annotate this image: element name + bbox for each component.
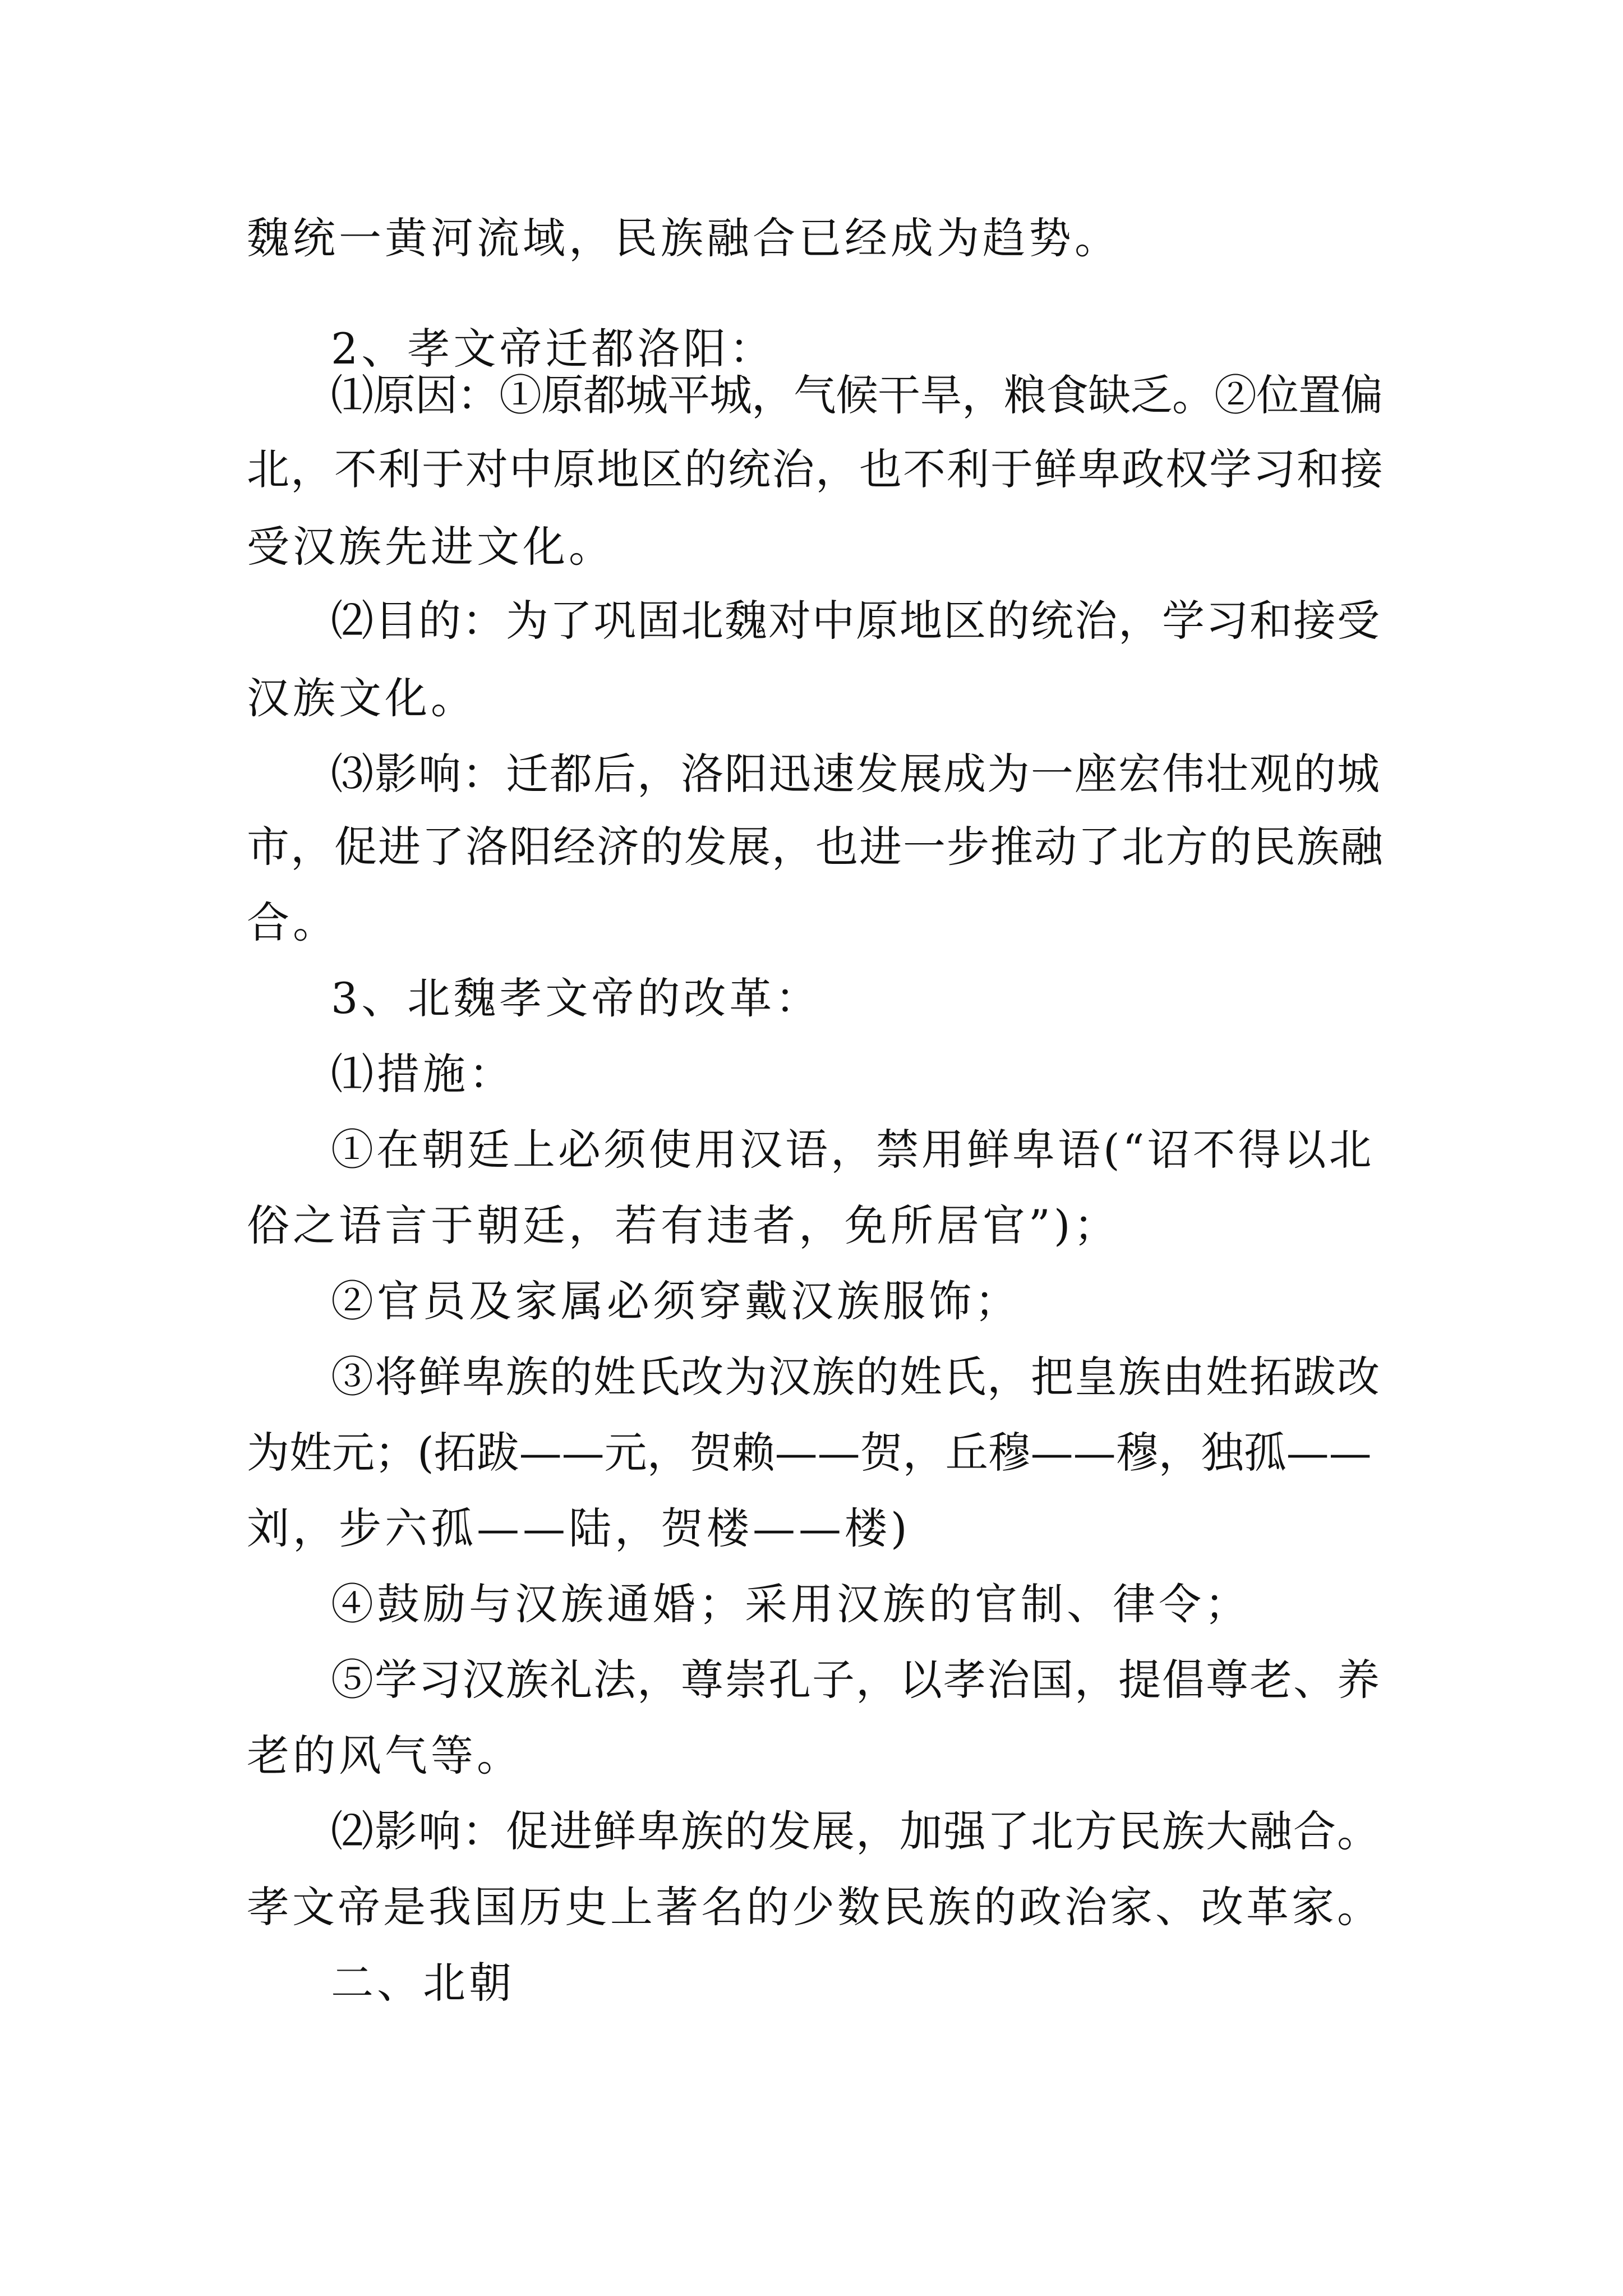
text-line-19: ④鼓励与汉族通婚；采用汉族的官制、律令； (331, 1579, 1251, 1629)
text-line-14: 俗之语言于朝廷，若有违者，免所居官”)； (247, 1200, 1120, 1250)
text-line-13: ①在朝廷上必须使用汉语，禁用鲜卑语(“诏不得以北 (331, 1125, 1375, 1175)
text-line-4: 北，不利于对中原地区的统治，也不利于鲜卑政权学习和接 (247, 444, 1384, 494)
text-line-1: 魏统一黄河流域，民族融合已经成为趋势。 (247, 213, 1121, 263)
text-line-10: 合。 (247, 898, 339, 947)
text-line-21: 老的风气等。 (247, 1731, 523, 1780)
text-line-23: 孝文帝是我国历史上著名的少数民族的政治家、改革家。 (247, 1882, 1382, 1932)
text-line-22: ⑵影响：促进鲜卑族的发展，加强了北方民族大融合。 (331, 1806, 1381, 1856)
text-line-20: ⑤学习汉族礼法，尊崇孔子，以孝治国，提倡尊老、养 (331, 1655, 1381, 1705)
text-line-11: 3、北魏孝文帝的改革： (331, 973, 822, 1023)
text-line-6: ⑵目的：为了巩固北魏对中原地区的统治，学习和接受 (331, 596, 1381, 646)
text-line-17: 为姓元；(拓跋——元，贺赖——贺，丘穆——穆，独孤—— (247, 1428, 1372, 1478)
text-line-2: 2、孝文帝迁都洛阳： (331, 324, 776, 374)
text-line-3: ⑴原因：①原都城平城，气候干旱，粮食缺乏。②位置偏 (331, 370, 1382, 420)
text-line-18: 刘，步六孤——陆，贺楼——楼) (247, 1503, 911, 1553)
text-line-15: ②官员及家属必须穿戴汉族服饰； (331, 1276, 1021, 1326)
text-line-8: ⑶影响：迁都后，洛阳迅速发展成为一座宏伟壮观的城 (331, 749, 1381, 799)
text-line-7: 汉族文化。 (247, 673, 477, 723)
text-line-16: ③将鲜卑族的姓氏改为汉族的姓氏，把皇族由姓拓跋改 (331, 1352, 1381, 1402)
text-line-5: 受汉族先进文化。 (247, 522, 615, 572)
text-line-24: 二、北朝 (331, 1958, 515, 2008)
text-line-9: 市，促进了洛阳经济的发展，也进一步推动了北方的民族融 (247, 822, 1384, 872)
text-line-12: ⑴措施： (331, 1049, 515, 1099)
